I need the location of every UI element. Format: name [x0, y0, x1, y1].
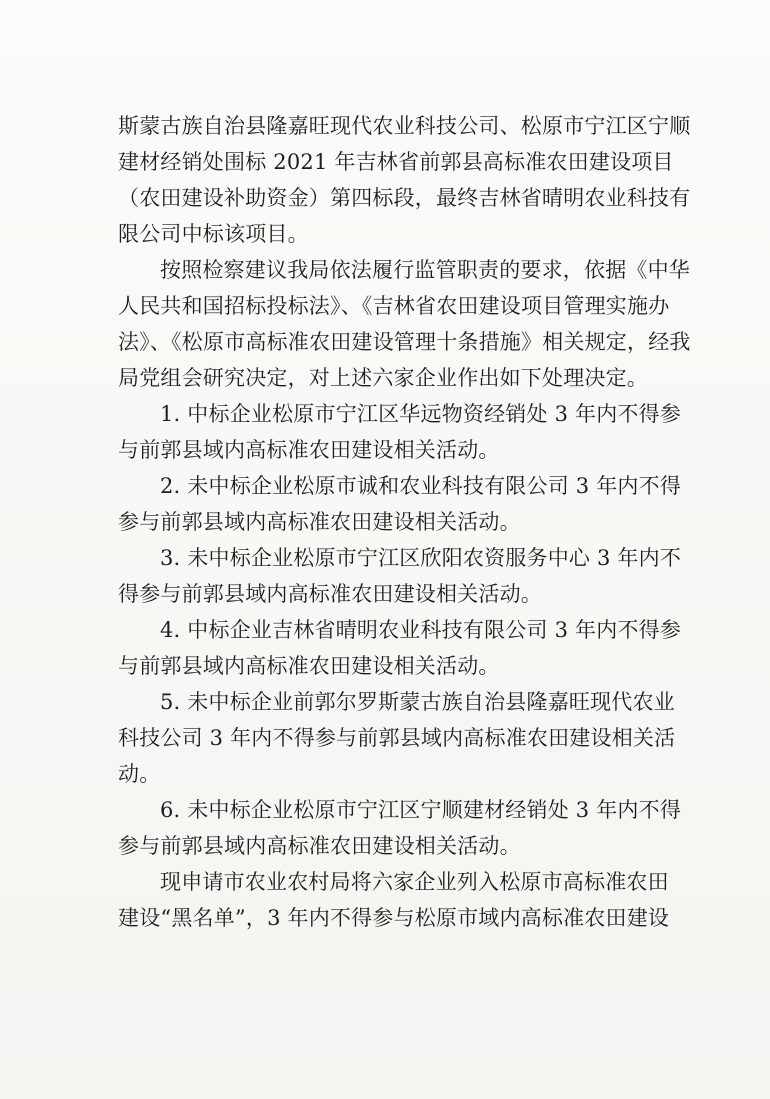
paragraph-5-line-1: 3. 未中标企业松原市宁江区欣阳农资服务中心 3 年内不: [160, 546, 682, 570]
paragraph-9: [118, 864, 700, 936]
paragraph-8-line-2: 参与前郭县域内高标准农田建设相关活动。: [118, 834, 521, 858]
paragraph-4-line-2: 参与前郭县域内高标准农田建设相关活动。: [118, 510, 521, 534]
paragraph-2-line-3: 法》、《松原市高标准农田建设管理十条措施》相关规定，经我: [118, 330, 691, 354]
paragraph-3: [118, 396, 700, 468]
paragraph-3-line-1: 1. 中标企业松原市宁江区华远物资经销处 3 年内不得参: [160, 402, 682, 426]
paragraph-7-line-3: 动。: [118, 762, 161, 786]
paragraph-7-line-1: 5. 未中标企业前郭尔罗斯蒙古族自治县隆嘉旺现代农业: [160, 690, 675, 714]
paragraph-5: [118, 540, 700, 612]
paragraph-3-line-2: 与前郭县域内高标准农田建设相关活动。: [118, 438, 500, 462]
paragraph-6-line-2: 与前郭县域内高标准农田建设相关活动。: [118, 654, 500, 678]
paragraph-6: [118, 612, 700, 684]
paragraph-2-line-1: 按照检察建议我局依法履行监管职责的要求，依据《中华: [160, 258, 690, 282]
paragraph-4: [118, 468, 700, 540]
paragraph-6-line-1: 4. 中标企业吉林省晴明农业科技有限公司 3 年内不得参: [160, 618, 682, 642]
paragraph-1-line-1: 斯蒙古族自治县隆嘉旺现代农业科技公司、松原市宁江区宁顺: [118, 114, 691, 138]
paragraph-1-line-2: 建材经销处围标 2021 年吉林省前郭县高标准农田建设项目: [118, 150, 674, 174]
paragraph-2: [118, 252, 700, 396]
paragraph-4-line-1: 2. 未中标企业松原市诚和农业科技有限公司 3 年内不得: [160, 474, 682, 498]
paragraph-9-line-1: 现申请市农业农村局将六家企业列入松原市高标准农田: [160, 870, 669, 894]
paragraph-1-line-4: 限公司中标该项目。: [118, 222, 309, 246]
paragraph-8: [118, 792, 700, 864]
paragraph-7: [118, 684, 700, 792]
paragraph-7-line-2: 科技公司 3 年内不得参与前郭县域内高标准农田建设相关活: [118, 726, 676, 750]
paragraph-5-line-2: 得参与前郭县域内高标准农田建设相关活动。: [118, 582, 542, 606]
paragraph-2-line-2: 人民共和国招标投标法》、《吉林省农田建设项目管理实施办: [118, 294, 670, 318]
paragraph-8-line-1: 6. 未中标企业松原市宁江区宁顺建材经销处 3 年内不得: [160, 798, 682, 822]
paragraph-1: [118, 108, 700, 252]
paragraph-2-line-4: 局党组会研究决定，对上述六家企业作出如下处理决定。: [118, 366, 648, 390]
paragraph-1-line-3: （农田建设补助资金）第四标段，最终吉林省晴明农业科技有: [118, 186, 691, 210]
body-text: [118, 108, 700, 936]
paragraph-9-line-2: 建设“黑名单”，3 年内不得参与松原市域内高标准农田建设: [118, 906, 670, 930]
